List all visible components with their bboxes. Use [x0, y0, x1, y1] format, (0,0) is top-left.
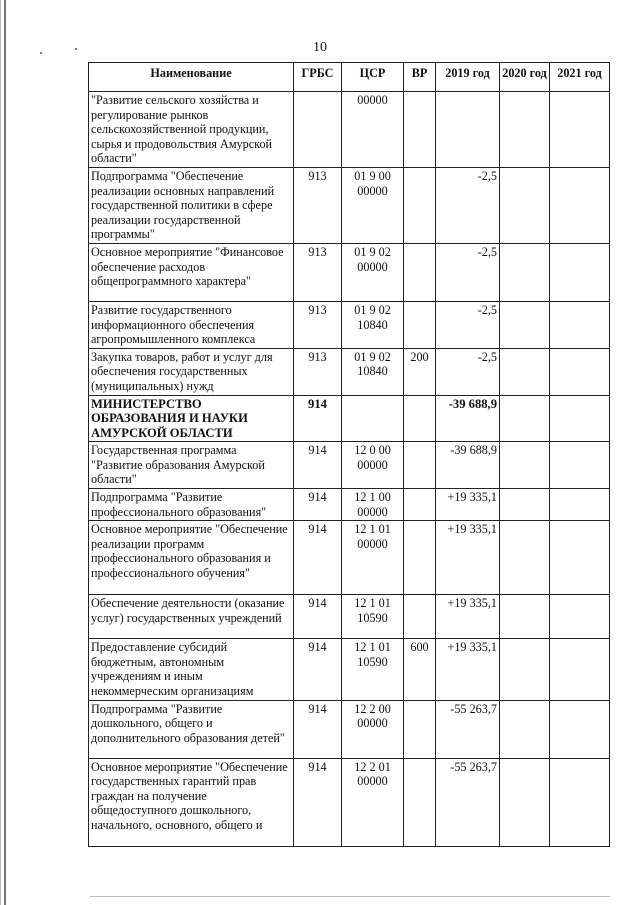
cell-name: Основное мероприятие "Обеспечение государственных гарантий прав граждан на получение общедоступного дошкольного, начального, основного, общего и: [89, 758, 294, 846]
cell-grbs: 914: [294, 395, 342, 442]
cell-2021: [550, 348, 610, 395]
cell-csr-part1: 12 1 01: [354, 596, 391, 611]
cell-2020: [500, 395, 550, 442]
cell-vr: [404, 92, 436, 168]
cell-name: Обеспечение деятельности (оказание услуг) государственных учреждений: [89, 595, 294, 639]
cell-csr-part1: 12 1 00: [354, 490, 391, 505]
cell-vr: [404, 595, 436, 639]
cell-2019: [436, 92, 500, 168]
cell-2020: [500, 595, 550, 639]
scan-border: [4, 0, 6, 905]
cell-name: Основное мероприятие "Обеспечение реализации программ профессионального образования и профессионального обучения": [89, 521, 294, 595]
cell-csr-part2: 10840: [357, 364, 388, 379]
cell-2020: [500, 167, 550, 243]
cell-csr: [342, 639, 404, 700]
cell-csr-part1: 12 2 01: [354, 759, 391, 774]
cell-2019: -2,5: [436, 301, 500, 348]
cell-vr: [404, 243, 436, 301]
header-2020: 2020 год: [500, 63, 550, 92]
cell-csr-part1: 12 1 01: [354, 640, 391, 655]
cell-2019: +19 335,1: [436, 521, 500, 595]
cell-2021: [550, 489, 610, 521]
cell-csr-part1: 00000: [357, 93, 388, 107]
table-row: [89, 348, 610, 395]
cell-2021: [550, 92, 610, 168]
table-row: [89, 167, 610, 243]
cell-grbs: 913: [294, 301, 342, 348]
cell-vr: [404, 758, 436, 846]
cell-csr-part2: 00000: [357, 716, 388, 731]
cell-grbs: [294, 92, 342, 168]
table-row: [89, 92, 610, 168]
table-row: [89, 758, 610, 846]
cell-csr-part1: 12 0 00: [354, 443, 391, 458]
cell-2019: -2,5: [436, 167, 500, 243]
cell-2019: -39 688,9: [436, 442, 500, 489]
cell-2021: [550, 700, 610, 758]
cell-name: Предоставление субсидий бюджетным, автономным учреждениям и иным некоммерческим организациям: [89, 639, 294, 700]
page-number: 10: [313, 40, 327, 55]
cell-2021: [550, 395, 610, 442]
cell-csr-part2: 10590: [357, 654, 388, 669]
header-csr: ЦСР: [342, 63, 404, 92]
cell-2021: [550, 442, 610, 489]
cell-csr-part2: 00000: [357, 774, 388, 789]
cell-vr: [404, 301, 436, 348]
cell-csr: [342, 595, 404, 639]
cell-csr: [342, 92, 404, 168]
table-row: [89, 521, 610, 595]
cell-2019: -55 263,7: [436, 758, 500, 846]
cell-csr-part1: 01 9 02: [354, 302, 391, 317]
table-row: [89, 442, 610, 489]
cell-2021: [550, 595, 610, 639]
cell-csr-part2: 00000: [357, 536, 388, 551]
cell-2019: -2,5: [436, 348, 500, 395]
cell-2019: +19 335,1: [436, 639, 500, 700]
cell-grbs: 914: [294, 700, 342, 758]
cell-2020: [500, 442, 550, 489]
header-vr: ВР: [404, 63, 436, 92]
cell-2020: [500, 758, 550, 846]
cell-2020: [500, 700, 550, 758]
cell-csr-part1: 01 9 00: [354, 168, 391, 183]
cell-2021: [550, 167, 610, 243]
cell-2020: [500, 243, 550, 301]
cell-2020: [500, 489, 550, 521]
cell-2020: [500, 639, 550, 700]
table-row: [89, 489, 610, 521]
cell-csr: [342, 489, 404, 521]
cell-grbs: 914: [294, 758, 342, 846]
cell-csr-part2: 10590: [357, 610, 388, 625]
table-row: [89, 301, 610, 348]
cell-name: "Развитие сельского хозяйства и регулирование рынков сельскохозяйственной продукции, сырья и продовольствия Амурской области": [89, 92, 294, 168]
cell-grbs: 914: [294, 639, 342, 700]
header-2021: 2021 год: [550, 63, 610, 92]
cell-grbs: 914: [294, 442, 342, 489]
cell-vr: [404, 700, 436, 758]
cell-grbs: 914: [294, 595, 342, 639]
cell-grbs: 913: [294, 348, 342, 395]
cell-csr: [342, 395, 404, 442]
cell-csr: [342, 243, 404, 301]
table-row: [89, 595, 610, 639]
cell-csr: [342, 301, 404, 348]
cell-grbs: 913: [294, 167, 342, 243]
cell-name: Государственная программа "Развитие образования Амурской области": [89, 442, 294, 489]
cell-name: МИНИСТЕРСТВО ОБРАЗОВАНИЯ И НАУКИ АМУРСКОЙ ОБЛАСТИ: [89, 395, 294, 442]
table-row: [89, 395, 610, 442]
cell-name: Развитие государственного информационного обеспечения агропромышленного комплекса: [89, 301, 294, 348]
cell-2019: -39 688,9: [436, 395, 500, 442]
cell-name: Подпрограмма "Развитие профессионального образования": [89, 489, 294, 521]
cell-csr: [342, 700, 404, 758]
table-row: [89, 700, 610, 758]
cell-name: Закупка товаров, работ и услуг для обеспечения государственных (муниципальных) нужд: [89, 348, 294, 395]
cell-vr: [404, 167, 436, 243]
cell-vr: [404, 489, 436, 521]
cell-2019: +19 335,1: [436, 595, 500, 639]
cell-csr-part2: 00000: [357, 457, 388, 472]
cell-csr-part2: 00000: [357, 183, 388, 198]
cell-csr-part2: 00000: [357, 259, 388, 274]
scan-edge: [0, 0, 1, 905]
cell-csr-part1: 12 2 00: [354, 701, 391, 716]
cell-csr-part2: 10840: [357, 317, 388, 332]
scan-bottom-edge: [90, 896, 610, 897]
cell-grbs: 913: [294, 243, 342, 301]
cell-csr: [342, 167, 404, 243]
cell-csr: [342, 521, 404, 595]
header-grbs: ГРБС: [294, 63, 342, 92]
cell-2019: -2,5: [436, 243, 500, 301]
header-name: Наименование: [89, 63, 294, 92]
cell-csr-part2: 00000: [357, 504, 388, 519]
cell-2019: +19 335,1: [436, 489, 500, 521]
table-row: [89, 243, 610, 301]
cell-2020: [500, 521, 550, 595]
cell-grbs: 914: [294, 489, 342, 521]
cell-2020: [500, 301, 550, 348]
header-2019: 2019 год: [436, 63, 500, 92]
cell-2020: [500, 92, 550, 168]
cell-2021: [550, 301, 610, 348]
cell-vr: 200: [404, 348, 436, 395]
budget-table: [88, 62, 610, 847]
table-row: [89, 639, 610, 700]
cell-grbs: 914: [294, 521, 342, 595]
table-header-row: [89, 63, 610, 92]
cell-vr: [404, 395, 436, 442]
cell-csr-part1: 12 1 01: [354, 522, 391, 537]
cell-vr: [404, 521, 436, 595]
cell-2021: [550, 243, 610, 301]
cell-csr: [342, 442, 404, 489]
cell-name: Подпрограмма "Обеспечение реализации основных направлений государственной политики в сфере реализации государственной программы": [89, 167, 294, 243]
cell-2021: [550, 521, 610, 595]
cell-csr-part1: 01 9 02: [354, 244, 391, 259]
cell-csr-part1: 01 9 02: [354, 349, 391, 364]
cell-name: Подпрограмма "Развитие дошкольного, общего и дополнительного образования детей": [89, 700, 294, 758]
cell-vr: 600: [404, 639, 436, 700]
cell-2021: [550, 639, 610, 700]
cell-csr: [342, 758, 404, 846]
cell-name: Основное мероприятие "Финансовое обеспечение расходов общепрограммного характера": [89, 243, 294, 301]
cell-2020: [500, 348, 550, 395]
cell-csr: [342, 348, 404, 395]
cell-2021: [550, 758, 610, 846]
cell-2019: -55 263,7: [436, 700, 500, 758]
cell-vr: [404, 442, 436, 489]
